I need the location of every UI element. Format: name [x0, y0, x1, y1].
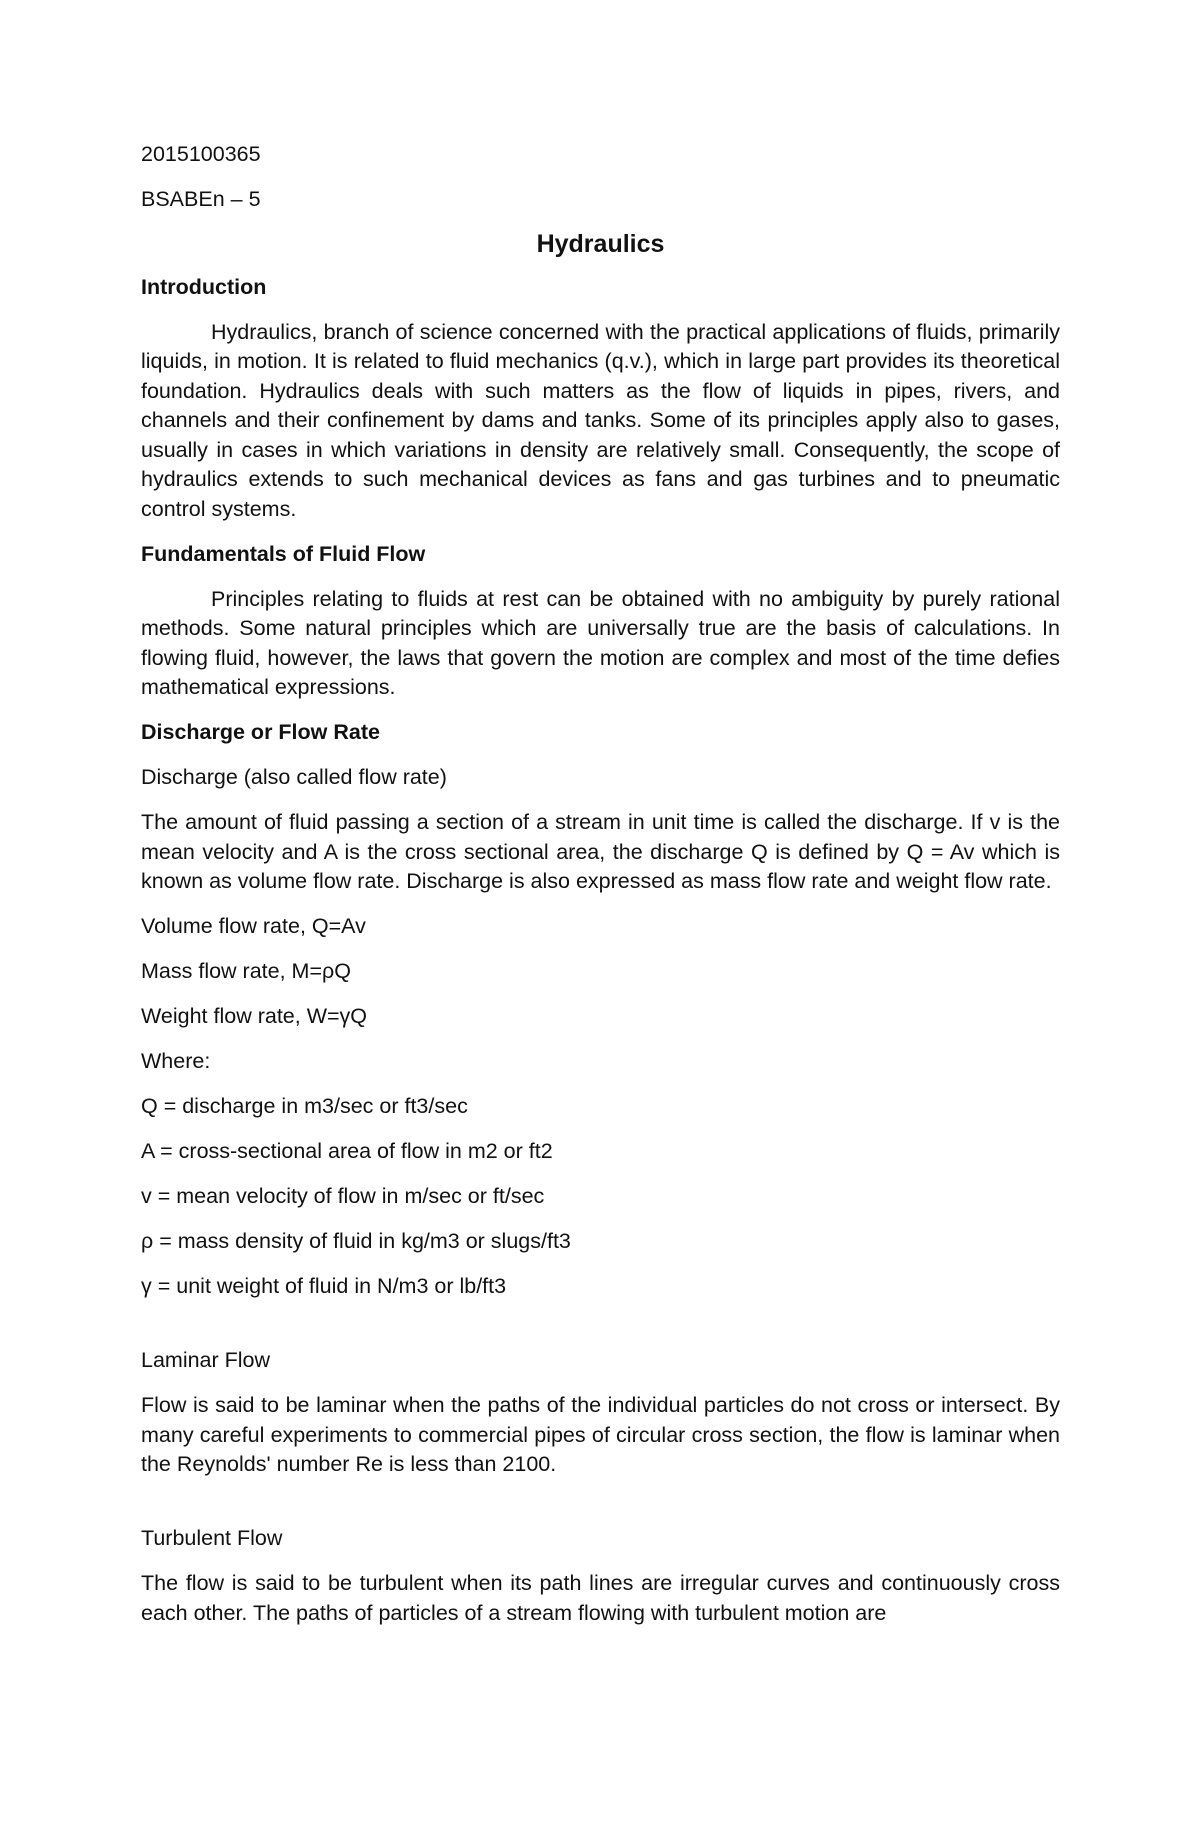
definition-item: A = cross-sectional area of flow in m2 or ft2 — [141, 1139, 553, 1163]
turbulent-heading: Turbulent Flow — [141, 1526, 283, 1550]
document-title: Hydraulics — [536, 230, 665, 258]
discharge-paragraph: The amount of fluid passing a section of a stream in unit time is called the discharge. If v is the mean velocity and A is the cross sectional area, the discharge Q is defined by Q = Av which is known as volume flow rate. Discharge is also expressed as mass flow rate and weight flow rate. — [141, 810, 1060, 893]
definition-item: ρ = mass density of fluid in kg/m3 or slugs/ft3 — [141, 1229, 571, 1253]
spacer — [141, 1317, 1060, 1346]
formula-volume-flow: Volume flow rate, Q=Av — [141, 914, 366, 938]
formula-weight-flow: Weight flow rate, W=γQ — [141, 1004, 368, 1028]
where-label: Where: — [141, 1049, 211, 1073]
fundamentals-paragraph: Principles relating to fluids at rest can be obtained with no ambiguity by purely rational methods. Some natural principles which are universally true are the basis of calculations. In flowing fluid, however, the laws that govern the motion are complex and most of the time defies mathematical expressions. — [141, 586, 1060, 699]
definition-item: Q = discharge in m3/sec or ft3/sec — [141, 1094, 468, 1118]
discharge-subheading: Discharge (also called flow rate) — [141, 765, 447, 789]
laminar-paragraph: Flow is said to be laminar when the paths of the individual particles do not cross or intersect. By many careful experiments to commercial pipes of circular cross section, the flow is laminar when the Reynolds' number Re is less than 2100. — [141, 1393, 1060, 1476]
introduction-heading: Introduction — [141, 274, 267, 299]
introduction-paragraph: Hydraulics, branch of science concerned with the practical applications of fluids, primarily liquids, in motion. It is related to fluid mechanics (q.v.), which in large part provides its theoretical foundation. Hydraulics deals with such matters as the flow of liquids in pipes, rivers, and channels and their confinement by dams and tanks. Some of its principles apply also to gases, usually in cases in which variations in density are relatively small. Consequently, the scope of hydraulics extends to such mechanical devices as fans and gas turbines and to pneumatic control systems. — [141, 319, 1060, 521]
course-code: BSABEn – 5 — [141, 187, 261, 211]
document-page — [141, 140, 1060, 1644]
formula-mass-flow: Mass flow rate, M=ρQ — [141, 959, 351, 983]
definition-item: γ = unit weight of fluid in N/m3 or lb/ft3 — [141, 1274, 507, 1298]
fundamentals-heading: Fundamentals of Fluid Flow — [141, 541, 426, 566]
spacer — [141, 1495, 1060, 1524]
discharge-heading: Discharge or Flow Rate — [141, 720, 380, 744]
laminar-heading: Laminar Flow — [141, 1348, 271, 1372]
student-id: 2015100365 — [141, 142, 261, 166]
definition-item: v = mean velocity of flow in m/sec or ft/sec — [141, 1184, 545, 1208]
turbulent-paragraph: The flow is said to be turbulent when its path lines are irregular curves and continuously cross each other. The paths of particles of a stream flowing with turbulent motion are — [141, 1571, 1060, 1625]
